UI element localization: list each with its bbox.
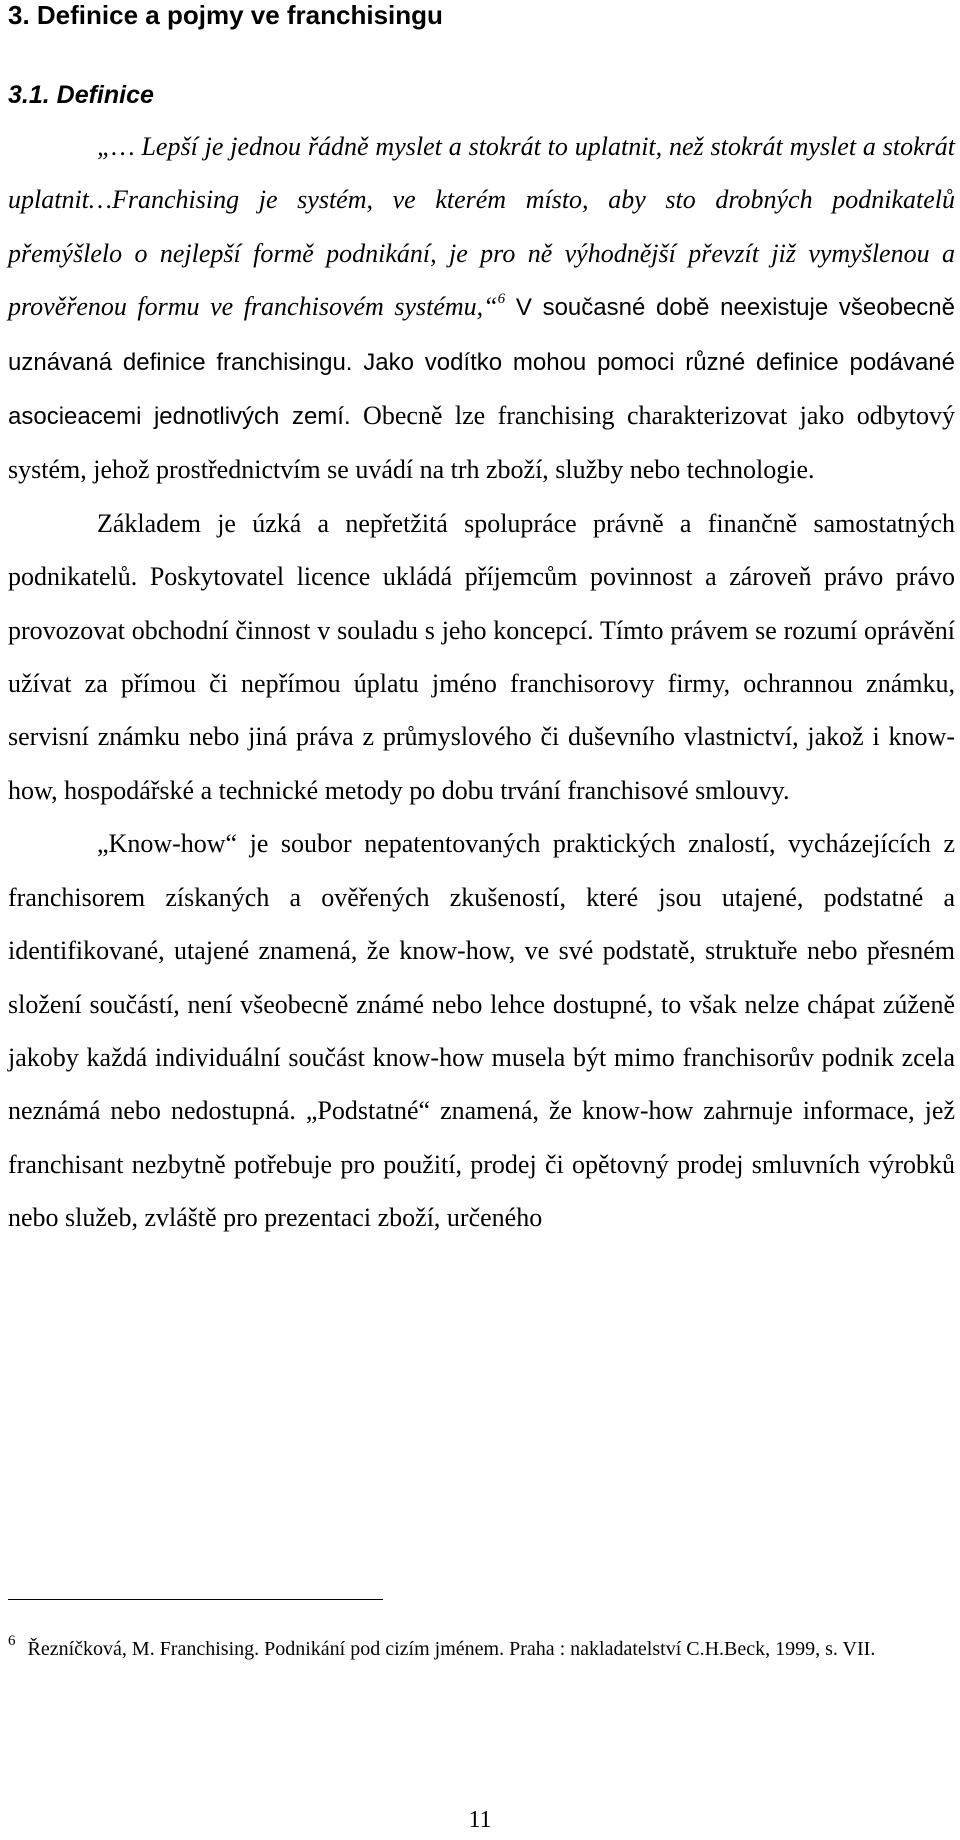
- footnote-reference[interactable]: 6: [497, 291, 506, 308]
- chapter-heading: 3. Definice a pojmy ve franchisingu: [8, 0, 443, 30]
- footnote-text: Řezníčková, M. Franchising. Podnikání pod cizím jménem. Praha : nakladatelství C.H.Beck, 1999, s. VII.: [27, 1638, 876, 1660]
- footnote-separator: [8, 1599, 383, 1600]
- quote-open: „: [97, 132, 112, 161]
- body-text: [8, 120, 955, 1245]
- section-heading: 3.1. Definice: [8, 81, 154, 109]
- page-number: 11: [468, 1807, 492, 1833]
- definition-rest: Obecně lze franchising charakterizovat jako odbytový systém, jehož prostřednictvím se uvádí na trh zboží, služby nebo technologie.: [8, 401, 955, 485]
- quote-close: “: [483, 292, 498, 322]
- paragraph-definition: [8, 120, 955, 497]
- definition-note: V současné době neexistuje všeobecně uznávaná definice franchisingu. Jako vodítko mohou pomoci různé definice podávané asocieacemi jednotlivých zemí.: [8, 294, 955, 431]
- footnote: [8, 1626, 955, 1672]
- paragraph-cooperation: Základem je úzká a nepřetžitá spolupráce právně a finančně samostatných podnikatelů. Poskytovatel licence ukládá příjemcům povinnost a zároveň právo právo provozovat obchodní činnost v souladu s jeho koncepcí. Tímto právem se rozumí oprávění užívat za přímou či nepřímou úplatu jméno franchisorovy firmy, ochrannou známku, servisní známku nebo jiná práva z průmyslového či duševního vlastnictví, jakož i know-how, hospodářské a technické metody po dobu trvání franchisové smlouvy.: [8, 508, 955, 805]
- footnote-number: 6: [8, 1633, 16, 1649]
- quoted-definition: … Lepší je jednou řádně myslet a stokrát to uplatnit, než stokrát myslet a stokrát uplatnit…Franchising je systém, ve kterém místo, aby sto drobných podnikatelů přemýšlelo o nejlepší formě podnikání, je pro ně výhodnější převzít již vymyšlenou a prověřenou formu ve franchisovém systému,: [8, 132, 955, 322]
- paragraph-know-how: „Know-how“ je soubor nepatentovaných praktických znalostí, vycházejících z franchisorem získaných a ověřených zkušeností, které jsou utajené, podstatné a identifikované, utajené znamená, že know-how, ve své podstatě, struktuře nebo přesném složení součástí, není všeobecně známé nebo lehce dostupné, to však nelze chápat zúženě jakoby každá individuální součást know-how musela být mimo franchisorův podnik zcela neznámá nebo nedostupná. „Podstatné“ znamená, že know-how zahrnuje informace, jež franchisant nezbytně potřebuje pro použití, prodej či opětovný prodej smluvních výrobků nebo služeb, zvláště pro prezentaci zboží, určeného: [8, 829, 955, 1233]
